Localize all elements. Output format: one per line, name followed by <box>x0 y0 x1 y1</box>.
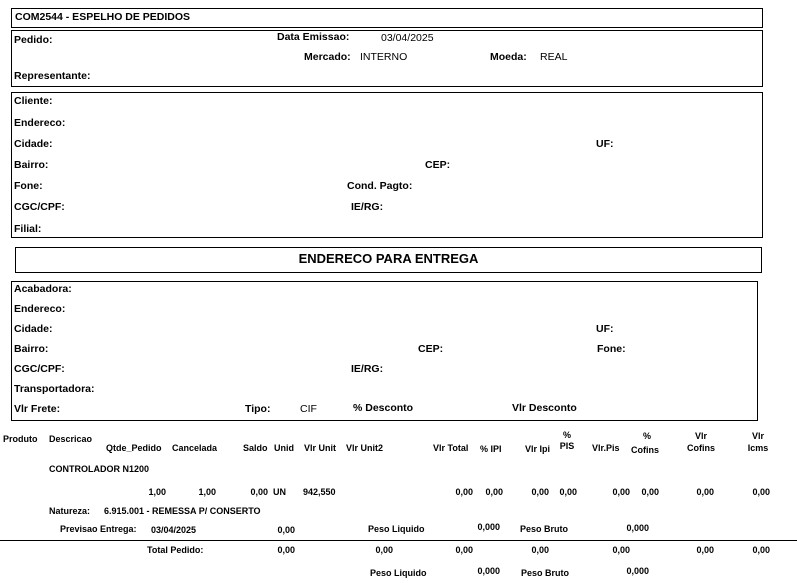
col-saldo: Saldo <box>243 443 268 453</box>
pedido-label: Pedido: <box>14 34 53 46</box>
vlr-desconto-label: Vlr Desconto <box>512 402 577 414</box>
total-value-6: 0,00 <box>696 545 714 555</box>
item-pct-ipi: 0,00 <box>485 487 503 497</box>
total-value-7: 0,00 <box>752 545 770 555</box>
col-vlr-unit2: Vlr Unit2 <box>346 443 384 453</box>
total-value-1: 0,00 <box>277 545 295 555</box>
fone-label: Fone: <box>14 180 43 192</box>
col-unid: Unid <box>274 443 294 453</box>
col-pct-cofins-bottom: Cofins <box>631 445 659 455</box>
tipo-value: CIF <box>300 403 317 415</box>
document-title: COM2544 - ESPELHO DE PEDIDOS <box>15 11 191 23</box>
delivery-bairro-label: Bairro: <box>14 343 49 355</box>
total-peso-bruto-value: 0,000 <box>626 566 649 576</box>
item-unid: UN <box>273 487 286 497</box>
uf-label: UF: <box>596 138 614 150</box>
total-value-4: 0,00 <box>531 545 549 555</box>
col-vlr-total: Vlr Total <box>433 443 469 453</box>
item-vlr-ipi: 0,00 <box>531 487 549 497</box>
cep-label: CEP: <box>425 159 451 171</box>
cidade-label: Cidade: <box>14 138 53 150</box>
delivery-uf-label: UF: <box>596 323 614 335</box>
total-peso-bruto-label: Peso Bruto <box>521 568 570 578</box>
item-vlr-icms: 0,00 <box>752 487 770 497</box>
col-vlr-cofins-bottom: Cofins <box>687 443 715 453</box>
item-vlr-unit: 942,550 <box>303 487 336 497</box>
bairro-label: Bairro: <box>14 159 49 171</box>
natureza-label: Natureza: <box>49 506 91 516</box>
previsao-entrega-amount: 0,00 <box>277 525 295 535</box>
delivery-section-title: ENDERECO PARA ENTREGA <box>298 251 479 266</box>
col-pct-pis-bottom: PIS <box>559 441 575 451</box>
delivery-cep-label: CEP: <box>418 343 444 355</box>
item-peso-bruto-label: Peso Bruto <box>520 524 569 534</box>
representante-label: Representante: <box>14 70 91 82</box>
previsao-entrega-label: Previsao Entrega: <box>60 524 137 534</box>
filial-label: Filial: <box>14 223 42 235</box>
total-value-5: 0,00 <box>612 545 630 555</box>
cliente-label: Cliente: <box>14 95 53 107</box>
col-vlr-pis: Vlr.Pis <box>592 443 620 453</box>
vlr-frete-label: Vlr Frete: <box>14 403 61 415</box>
acabadora-label: Acabadora: <box>14 283 72 295</box>
natureza-value: 6.915.001 - REMESSA P/ CONSERTO <box>104 506 261 516</box>
endereco-label: Endereco: <box>14 117 66 129</box>
tipo-label: Tipo: <box>245 403 271 415</box>
total-peso-liquido-value: 0,000 <box>477 566 500 576</box>
delivery-fone-label: Fone: <box>597 343 626 355</box>
col-vlr-cofins-top: Vlr <box>694 431 707 441</box>
item-peso-liquido-value: 0,000 <box>477 522 500 532</box>
previsao-entrega-value: 03/04/2025 <box>151 525 197 535</box>
client-box <box>11 92 763 238</box>
ie-rg-label: IE/RG: <box>351 201 384 213</box>
col-vlr-icms-top: Vlr <box>751 431 764 441</box>
col-produto: Produto <box>3 434 38 444</box>
item-saldo: 0,00 <box>250 487 268 497</box>
item-pct-cofins: 0,00 <box>641 487 659 497</box>
transportadora-label: Transportadora: <box>14 383 95 395</box>
total-pedido-label: Total Pedido: <box>147 545 204 555</box>
data-emissao-label: Data Emissao: <box>277 31 350 43</box>
item-vlr-pis: 0,00 <box>612 487 630 497</box>
totals-separator <box>0 540 797 541</box>
desconto-pct-label: % Desconto <box>353 402 414 414</box>
item-cancelada: 1,00 <box>198 487 216 497</box>
moeda-value: REAL <box>540 51 568 63</box>
mercado-label: Mercado: <box>304 51 351 63</box>
item-peso-liquido-label: Peso Liquido <box>368 524 425 534</box>
item-pct-pis: 0,00 <box>559 487 577 497</box>
delivery-cidade-label: Cidade: <box>14 323 53 335</box>
total-value-3: 0,00 <box>455 545 473 555</box>
col-vlr-unit: Vlr Unit <box>304 443 337 453</box>
item-peso-bruto-value: 0,000 <box>626 523 649 533</box>
col-descricao: Descricao <box>49 434 93 444</box>
total-value-2: 0,00 <box>375 545 393 555</box>
delivery-ie-label: IE/RG: <box>351 363 384 375</box>
col-cancelada: Cancelada <box>172 443 218 453</box>
item-descricao: CONTROLADOR N1200 <box>49 464 150 474</box>
item-vlr-total: 0,00 <box>455 487 473 497</box>
item-qtde: 1,00 <box>148 487 166 497</box>
item-vlr-cofins: 0,00 <box>696 487 714 497</box>
col-pct-pis-top: % <box>562 430 571 440</box>
col-pct-ipi: % IPI <box>480 444 502 454</box>
col-vlr-icms-bottom: Icms <box>747 443 769 453</box>
col-qtde-pedido: Qtde_Pedido <box>106 443 162 453</box>
total-peso-liquido-label: Peso Liquido <box>370 568 427 578</box>
moeda-label: Moeda: <box>490 51 527 63</box>
mercado-value: INTERNO <box>360 51 408 63</box>
delivery-box <box>11 281 758 421</box>
delivery-cgc-label: CGC/CPF: <box>14 363 65 375</box>
delivery-endereco-label: Endereco: <box>14 303 66 315</box>
col-vlr-ipi: Vlr Ipi <box>525 444 551 454</box>
cond-pagto-label: Cond. Pagto: <box>347 180 413 192</box>
col-pct-cofins-top: % <box>642 431 651 441</box>
data-emissao-value: 03/04/2025 <box>381 32 434 44</box>
cgc-cpf-label: CGC/CPF: <box>14 201 65 213</box>
